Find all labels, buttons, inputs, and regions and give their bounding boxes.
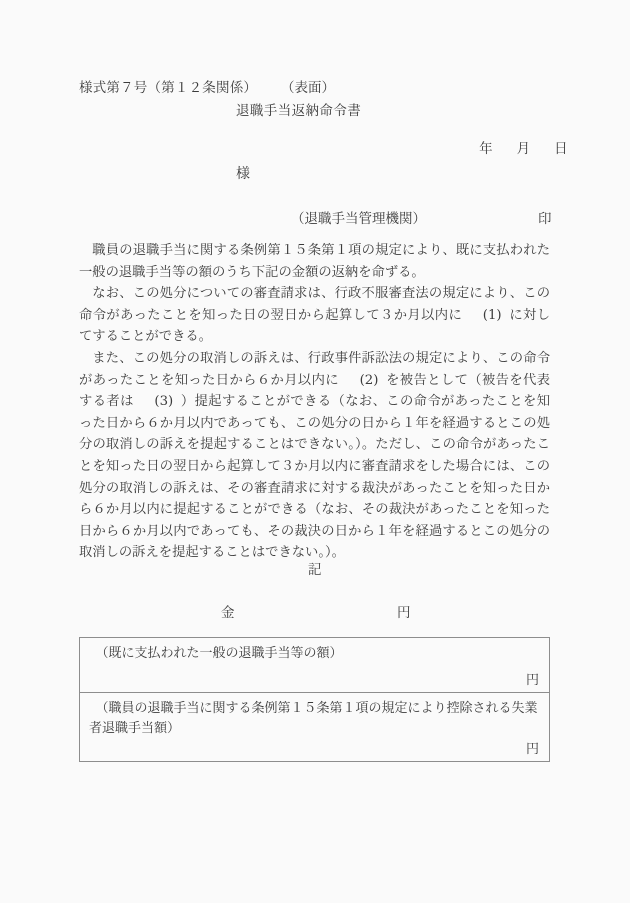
paragraph-3-text-2: を被告として（被告を代表する者は — [79, 372, 551, 410]
table-row-label: （既に支払われた一般の退職手当等の額） — [95, 646, 343, 661]
blank-reference-3: (3) — [154, 394, 174, 410]
paragraph-1: 職員の退職手当に関する条例第１５条第１項の規定により、既に支払われた一般の退職手当等の額のうち下記の金額の返納を命ずる。 — [79, 243, 550, 280]
amount-table — [79, 637, 550, 762]
table-row-unit: 円 — [525, 742, 539, 757]
amount-unit: 円 — [397, 605, 411, 621]
paragraph-3-text-3: ）提起することができる（なお、この命令があったことを知った日から６か月以内であっても、この処分の日から１年を経過するとこの処分の取消しの訴えを提起することはできない。）。ただし、この命令があったことを知った日の翌日から起算して３か月以内に審査請求をした場合には、この処分の取消しの訴えは、その審査請求に対する裁決があったことを知った日から６か月以内に提起することができる（なお、その裁決があったことを知った日から６か月以内であっても、その裁決の日から１年を経過するとこの処分の取消しの訴えを提起することはできない。）。 — [79, 394, 551, 561]
body-text — [79, 240, 550, 564]
form-number: 様式第７号（第１２条関係） — [79, 80, 258, 96]
blank-reference-2: (2) — [359, 372, 379, 388]
date-month-label: 月 — [516, 141, 531, 157]
addressee-honorific: 様 — [236, 166, 250, 182]
paragraph-3 — [79, 348, 550, 564]
paragraph-2-text-2: に対してすることができる。 — [79, 307, 551, 345]
document-title: 退職手当返納命令書 — [236, 103, 362, 119]
table-row-label: （職員の退職手当に関する条例第１５条第１項の規定により控除される失業者退職手当額） — [89, 701, 538, 736]
table-row — [80, 692, 549, 761]
table-row-unit: 円 — [525, 673, 539, 688]
date-line — [462, 121, 568, 173]
paragraph-2 — [79, 283, 550, 348]
record-marker: 記 — [308, 562, 322, 578]
issuer-authority: （退職手当管理機関） — [291, 211, 426, 227]
blank-reference-1: (1) — [482, 307, 502, 323]
table-row — [80, 638, 549, 692]
date-day-label: 日 — [554, 141, 568, 157]
paragraph-2-text-1: なお、この処分についての審査請求は、行政不服審査法の規定により、この命令があったことを知った日の翌日から起算して３か月以内に — [79, 286, 550, 323]
side-label: （表面） — [281, 80, 335, 96]
seal-mark: 印 — [538, 211, 552, 227]
date-year-label: 年 — [479, 141, 493, 157]
amount-prefix: 金 — [221, 605, 235, 621]
paragraph-3-text-1: また、この処分の取消しの訴えは、行政事件訴訟法の規定により、この命令があったことを知った日から６か月以内に — [79, 350, 550, 388]
